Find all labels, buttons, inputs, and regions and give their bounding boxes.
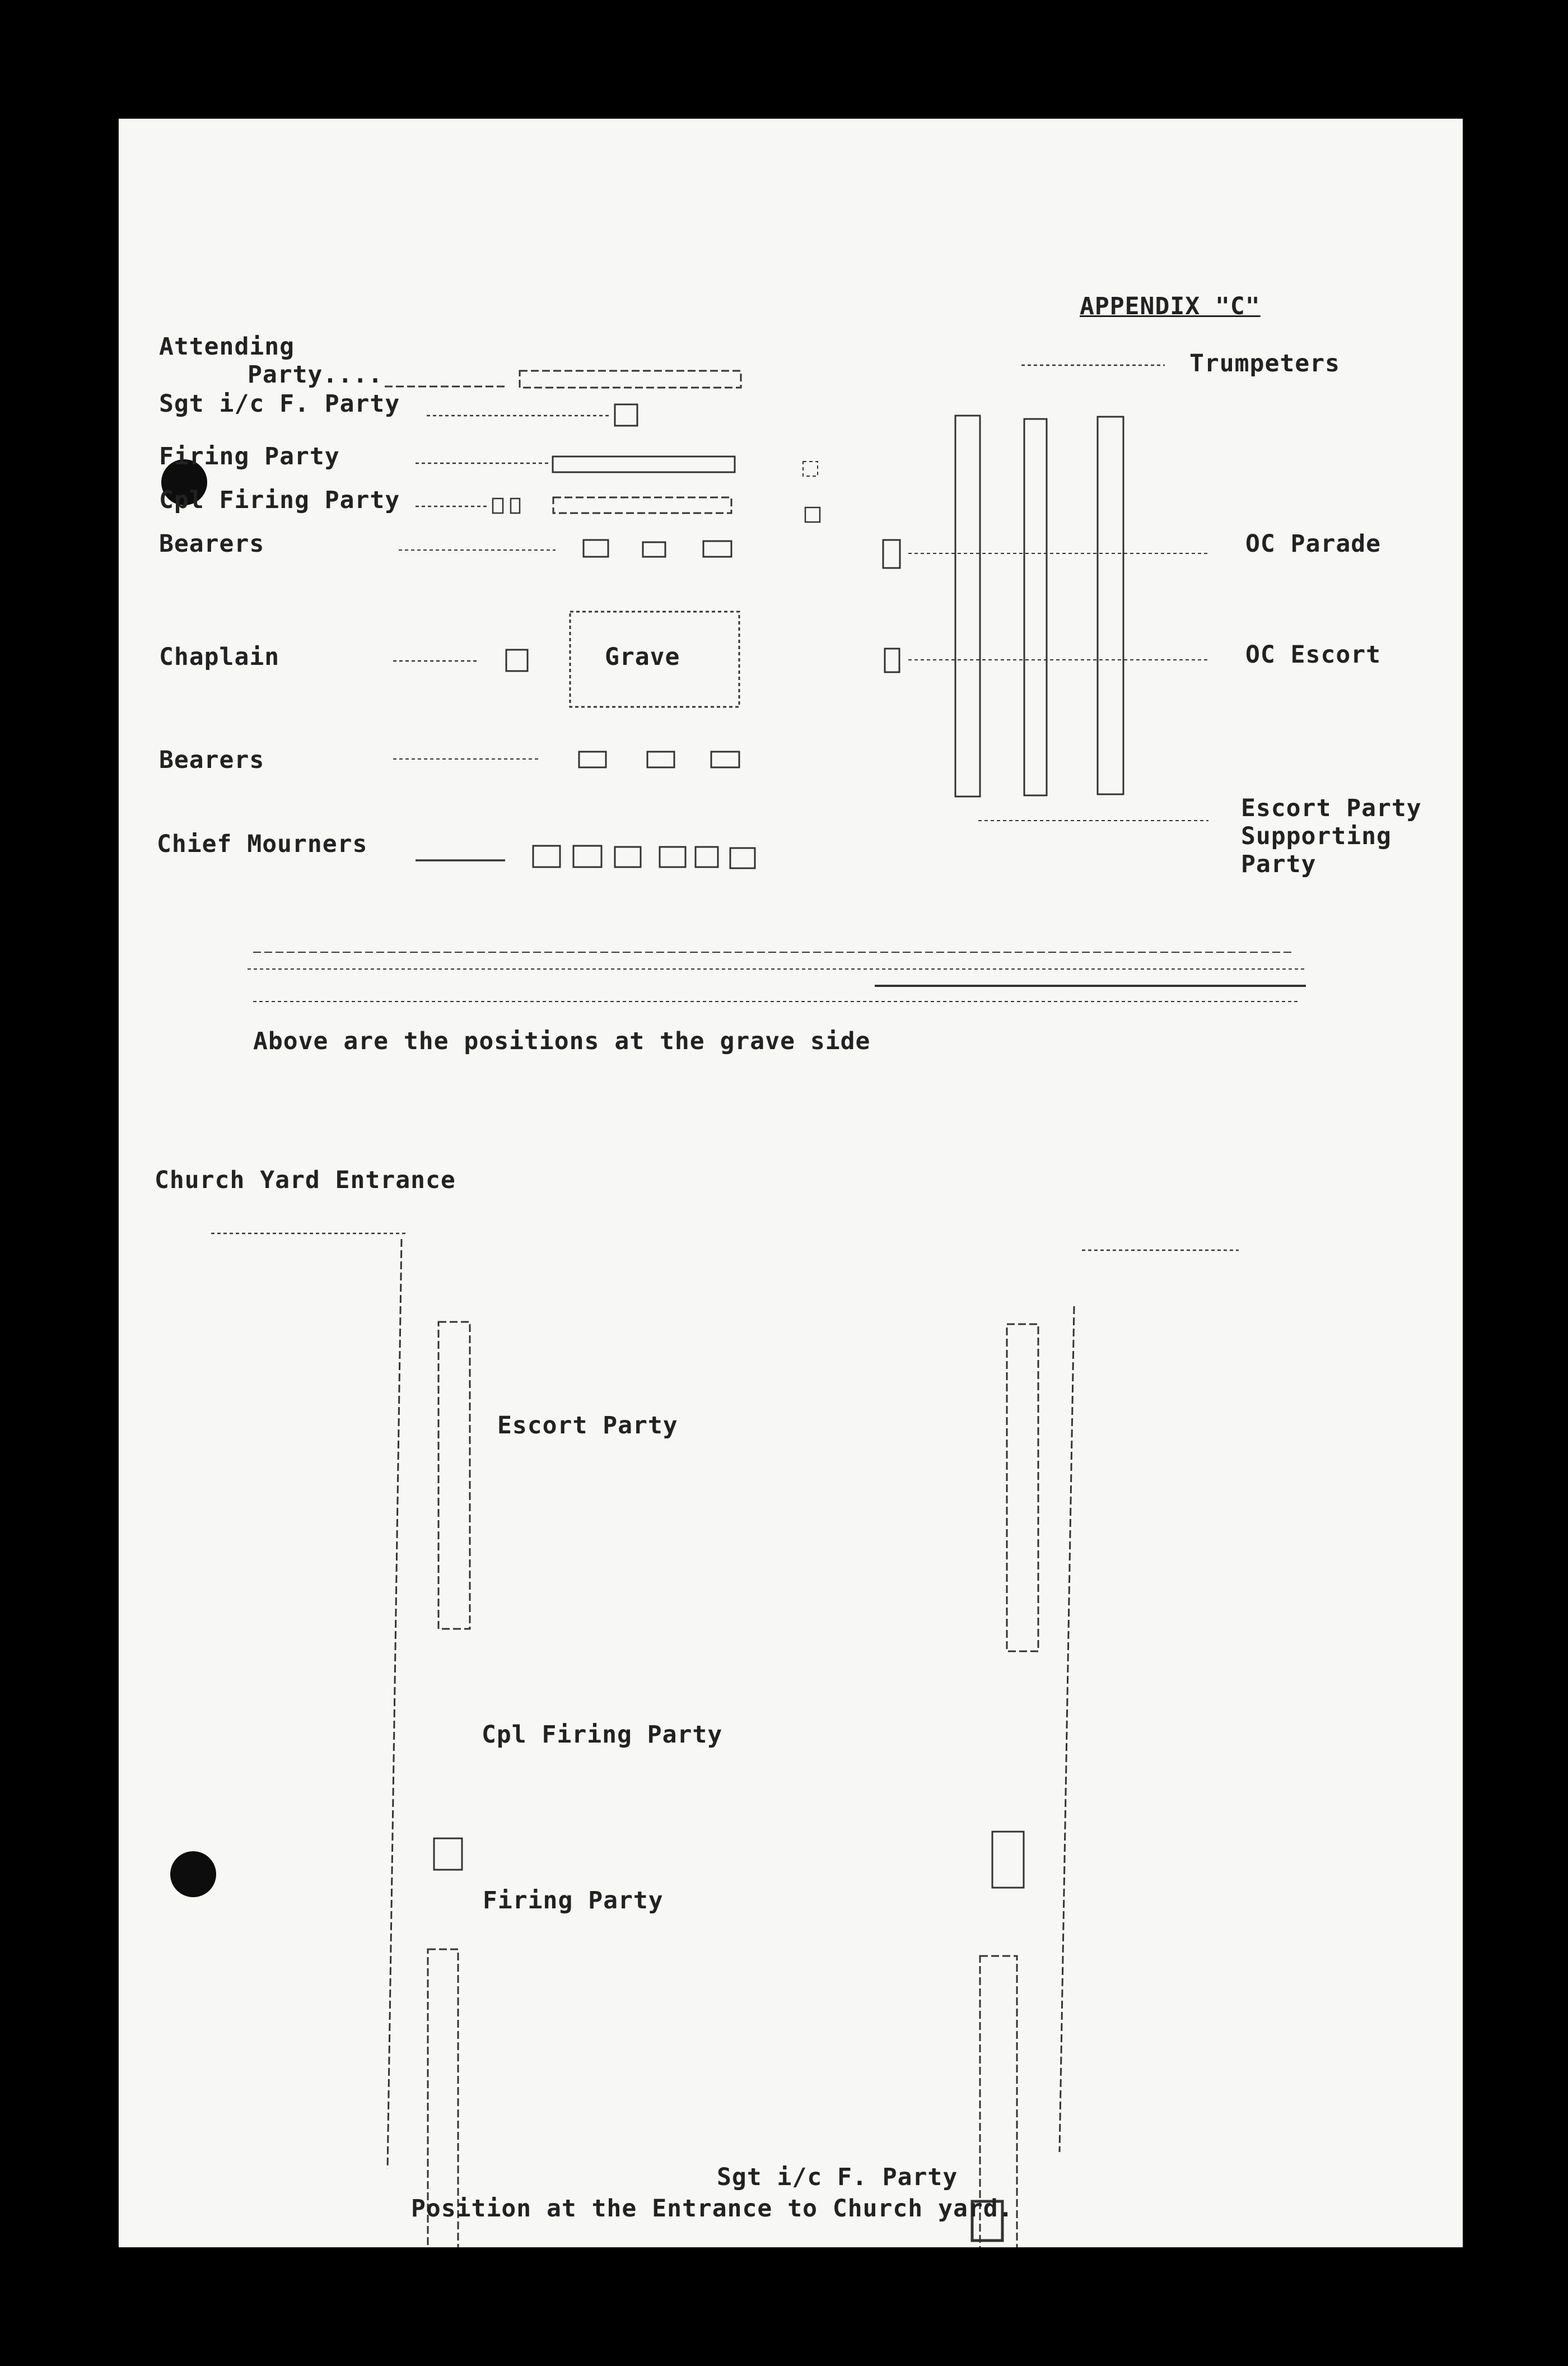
label-attending: Attending xyxy=(159,333,295,361)
flank-marker xyxy=(805,507,820,522)
cpl-firing-party-rank xyxy=(553,497,731,513)
cpl-position-marker xyxy=(511,499,520,513)
bearer-marker xyxy=(643,542,665,557)
cpl-position-marker xyxy=(493,499,503,513)
label-trumpeters: Trumpeters xyxy=(1189,350,1340,378)
cpl-marker xyxy=(434,1838,462,1870)
label-sgt-ic-f-party: Sgt i/c F. Party xyxy=(159,390,400,418)
escort-rank xyxy=(1098,417,1123,794)
escort-party-column xyxy=(438,1322,470,1629)
mourner-marker xyxy=(533,846,560,867)
label-bearers: Bearers xyxy=(159,746,265,774)
flank-marker xyxy=(803,462,818,476)
bearer-marker xyxy=(711,752,739,767)
grave-side-caption: Above are the positions at the grave side xyxy=(253,1027,871,1055)
label-grave: Grave xyxy=(605,643,680,671)
label-chief-mourners: Chief Mourners xyxy=(157,830,368,858)
mourner-marker xyxy=(730,848,755,868)
label-escort-party: Escort Party xyxy=(497,1412,678,1440)
label-cpl-firing-party: Cpl Firing Party xyxy=(482,1721,723,1749)
attending-party-rank xyxy=(520,371,741,388)
oc-escort-marker xyxy=(885,649,899,672)
mourner-marker xyxy=(615,847,641,867)
escort-party-column xyxy=(1007,1324,1038,1651)
entrance-caption: Position at the Entrance to Church yard. xyxy=(411,2195,1014,2223)
mourner-marker xyxy=(660,847,685,867)
label-party: Party.... xyxy=(248,361,383,389)
label-supporting: Supporting xyxy=(1241,822,1392,850)
escort-rank xyxy=(955,416,980,797)
mourner-marker xyxy=(573,846,601,867)
entrance-title: Church Yard Entrance xyxy=(155,1166,456,1194)
punch-hole xyxy=(170,1851,216,1897)
sgt-position-marker xyxy=(615,404,637,426)
label-sgt-ic-f-party: Sgt i/c F. Party xyxy=(717,2163,958,2191)
mourner-marker xyxy=(696,847,718,867)
label-firing-party: Firing Party xyxy=(483,1887,664,1915)
bearer-marker xyxy=(584,540,608,557)
label-party: Party xyxy=(1241,850,1317,878)
bearer-marker xyxy=(579,752,606,767)
label-oc-escort: OC Escort xyxy=(1245,641,1381,669)
firing-party-rank xyxy=(553,457,735,472)
bearer-marker xyxy=(703,541,731,557)
label-escort-party: Escort Party xyxy=(1241,794,1422,822)
chaplain-marker xyxy=(506,650,528,671)
appendix-heading: APPENDIX "C" xyxy=(1080,292,1261,320)
label-bearers: Bearers xyxy=(159,530,265,558)
label-oc-parade: OC Parade xyxy=(1245,530,1381,558)
oc-parade-marker xyxy=(883,540,900,568)
label-chaplain: Chaplain xyxy=(159,643,280,671)
path-edge xyxy=(388,1239,402,2169)
cpl-marker xyxy=(992,1832,1024,1888)
label-cpl-firing-party: Cpl Firing Party xyxy=(159,486,400,514)
label-firing-party: Firing Party xyxy=(159,443,340,471)
path-edge xyxy=(1060,1306,1074,2152)
bearer-marker xyxy=(647,752,674,767)
document-page xyxy=(119,119,1463,2247)
escort-rank xyxy=(1024,419,1047,795)
